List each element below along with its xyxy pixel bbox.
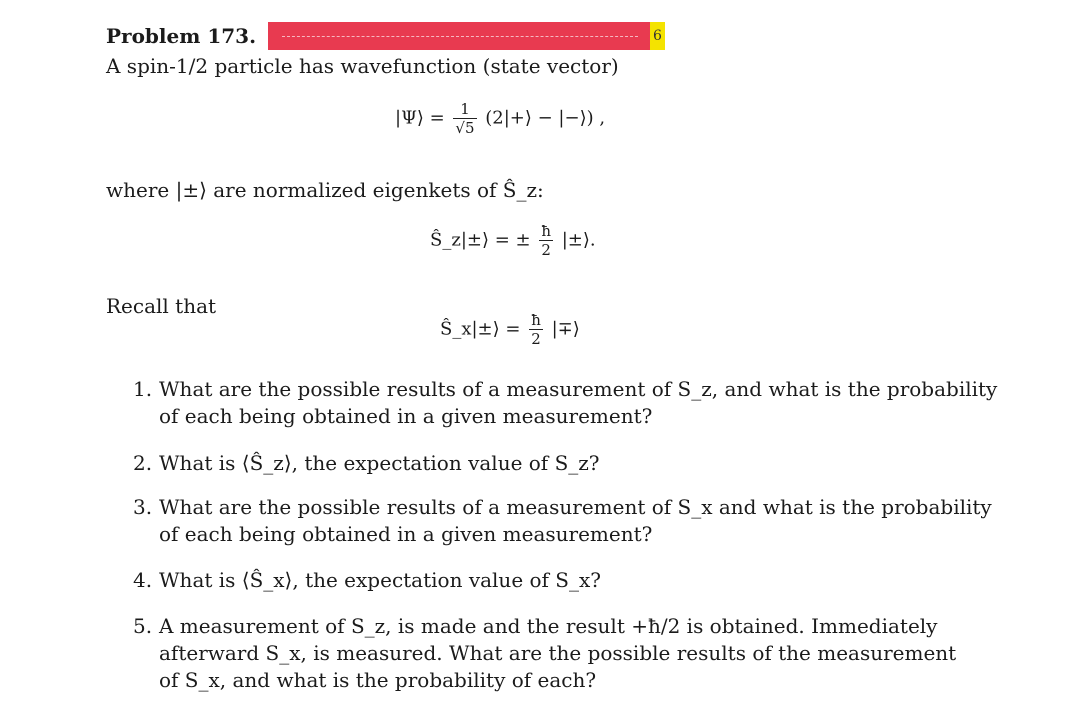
sx-equation-lhs: Ŝ_x|±⟩ = <box>440 318 521 340</box>
intro-text: A spin-1/2 particle has wavefunction (state vector) <box>106 54 619 78</box>
question-3 <box>133 494 992 548</box>
fraction-denominator: 2 <box>539 240 553 259</box>
question-number: 2. <box>133 451 153 475</box>
sx-equation-fraction <box>529 311 543 348</box>
question-number: 1. <box>133 377 153 401</box>
redaction-tail: 6 <box>650 22 665 50</box>
sx-action-equation <box>440 311 580 348</box>
sx-equation-rhs: |∓⟩ <box>551 318 580 340</box>
question-text: What is ⟨Ŝ_x⟩, the expectation value of S_x? <box>159 568 602 592</box>
wavefunction-equation <box>395 100 605 137</box>
question-text-continued: of each being obtained in a given measurement? <box>159 522 653 546</box>
question-5 <box>133 613 956 694</box>
question-number: 4. <box>133 568 153 592</box>
fraction-denominator: √5 <box>455 119 475 137</box>
wavefunction-rhs: (2|+⟩ − |−⟩) , <box>485 107 606 129</box>
question-number: 3. <box>133 495 153 519</box>
problem-title: Problem 173. <box>106 24 257 48</box>
sz-eigen-equation <box>430 222 596 259</box>
question-text: What are the possible results of a measurement of S_x and what is the probability <box>159 495 992 519</box>
fraction-numerator: ħ <box>541 222 551 240</box>
question-text: What are the possible results of a measurement of S_z, and what is the probability <box>159 377 998 401</box>
sz-equation-lhs: Ŝ_z|±⟩ = ± <box>430 229 531 251</box>
wavefunction-lhs: |Ψ⟩ = <box>395 107 445 129</box>
question-text: What is ⟨Ŝ_z⟩, the expectation value of S_z? <box>159 451 600 475</box>
fraction-numerator: ħ <box>531 311 541 329</box>
question-1 <box>133 376 997 430</box>
question-4 <box>133 567 601 594</box>
where-text: where |±⟩ are normalized eigenkets of Ŝ_z: <box>106 178 544 202</box>
question-2 <box>133 450 600 477</box>
recall-text: Recall that <box>106 294 217 318</box>
question-text-continued: afterward S_x, is measured. What are the possible results of the measurement <box>159 641 957 665</box>
question-text: A measurement of S_z, is made and the result +ħ/2 is obtained. Immediately <box>159 614 938 638</box>
fraction-denominator: 2 <box>529 329 543 348</box>
wavefunction-fraction <box>453 100 476 137</box>
redaction-line <box>282 36 638 37</box>
sz-equation-rhs: |±⟩. <box>561 229 596 251</box>
sz-equation-fraction <box>539 222 553 259</box>
question-number: 5. <box>133 614 153 638</box>
question-text-continued: of S_x, and what is the probability of each? <box>159 668 597 692</box>
question-text-continued: of each being obtained in a given measurement? <box>159 404 653 428</box>
fraction-numerator: 1 <box>460 100 470 118</box>
